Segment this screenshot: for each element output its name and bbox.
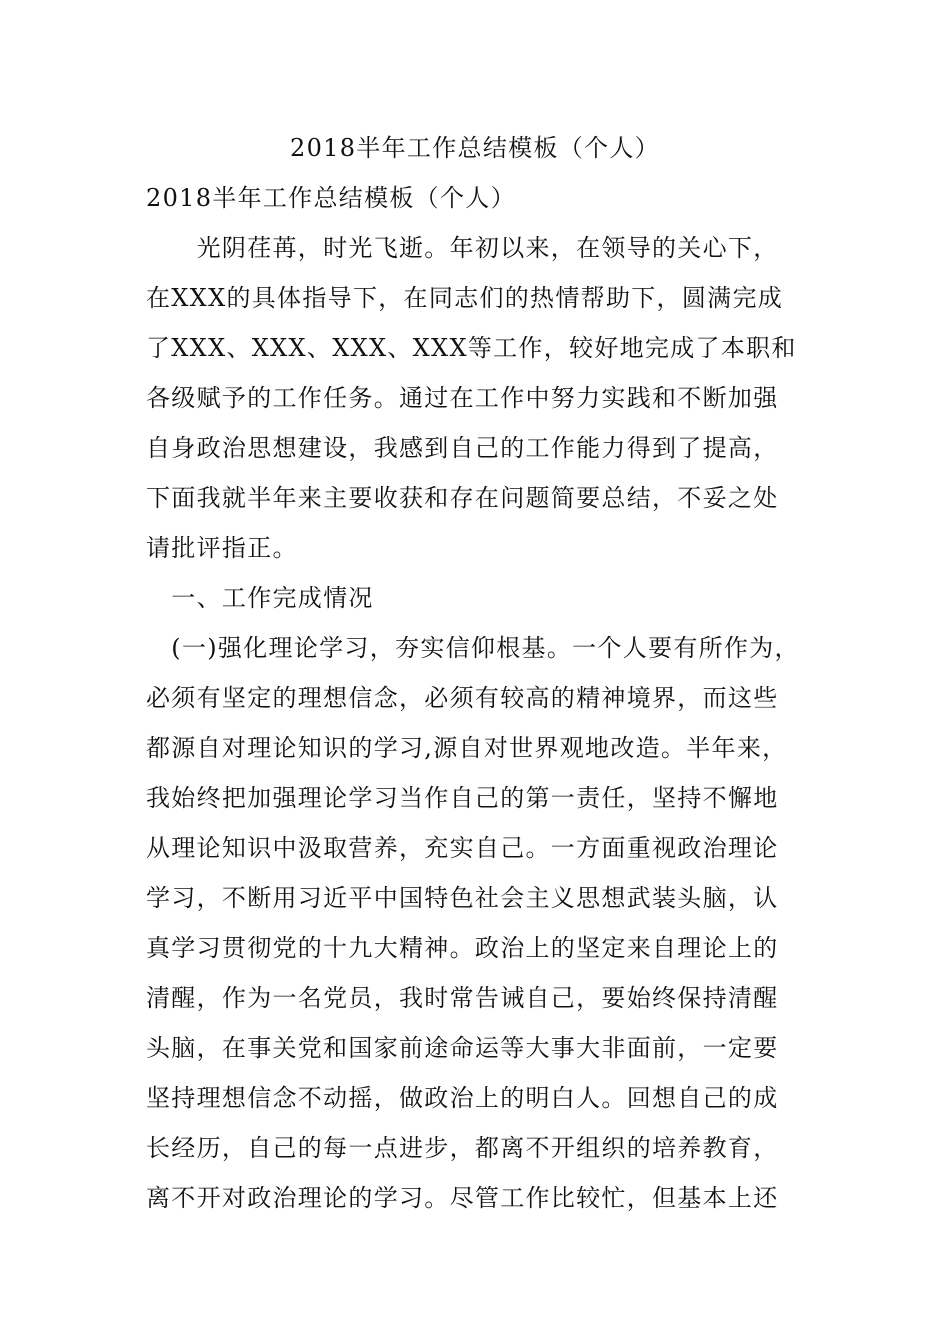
section-heading: 一、工作完成情况 (146, 584, 374, 612)
body-line: 自身政治思想建设，我感到自己的工作能力得到了提高， (146, 434, 779, 462)
body-line: 学习，不断用习近平中国特色社会主义思想武装头脑，认 (146, 884, 779, 912)
body-line: 都源自对理论知识的学习,源自对世界观地改造。半年来， (146, 734, 788, 762)
body-line: (一)强化理论学习，夯实信仰根基。一个人要有所作为， (146, 634, 800, 662)
body-line: 真学习贯彻党的十九大精神。政治上的坚定来自理论上的 (146, 934, 779, 962)
body-line: 必须有坚定的理想信念，必须有较高的精神境界，而这些 (146, 684, 779, 712)
body-line: 在XXX的具体指导下，在同志们的热情帮助下，圆满完成 (146, 284, 784, 312)
body-line: 离不开对政治理论的学习。尽管工作比较忙，但基本上还 (146, 1184, 779, 1212)
body-line: 头脑，在事关党和国家前途命运等大事大非面前，一定要 (146, 1034, 779, 1062)
body-line: 各级赋予的工作任务。通过在工作中努力实践和不断加强 (146, 384, 779, 412)
body-line: 我始终把加强理论学习当作自己的第一责任，坚持不懈地 (146, 784, 779, 812)
body-line: 下面我就半年来主要收获和存在问题简要总结，不妥之处 (146, 484, 779, 512)
document-title: 2018半年工作总结模板（个人） (290, 134, 660, 162)
body-line: 光阴荏苒，时光飞逝。年初以来，在领导的关心下， (146, 234, 779, 262)
document-subtitle: 2018半年工作总结模板（个人） (146, 184, 516, 212)
body-line: 了XXX、XXX、XXX、XXX等工作，较好地完成了本职和 (146, 334, 797, 362)
body-line: 从理论知识中汲取营养，充实自己。一方面重视政治理论 (146, 834, 779, 862)
body-line: 清醒，作为一名党员，我时常告诫自己，要始终保持清醒 (146, 984, 779, 1012)
body-line: 请批评指正。 (146, 534, 298, 562)
body-line: 坚持理想信念不动摇，做政治上的明白人。回想自己的成 (146, 1084, 779, 1112)
body-line: 长经历，自己的每一点进步，都离不开组织的培养教育， (146, 1134, 779, 1162)
